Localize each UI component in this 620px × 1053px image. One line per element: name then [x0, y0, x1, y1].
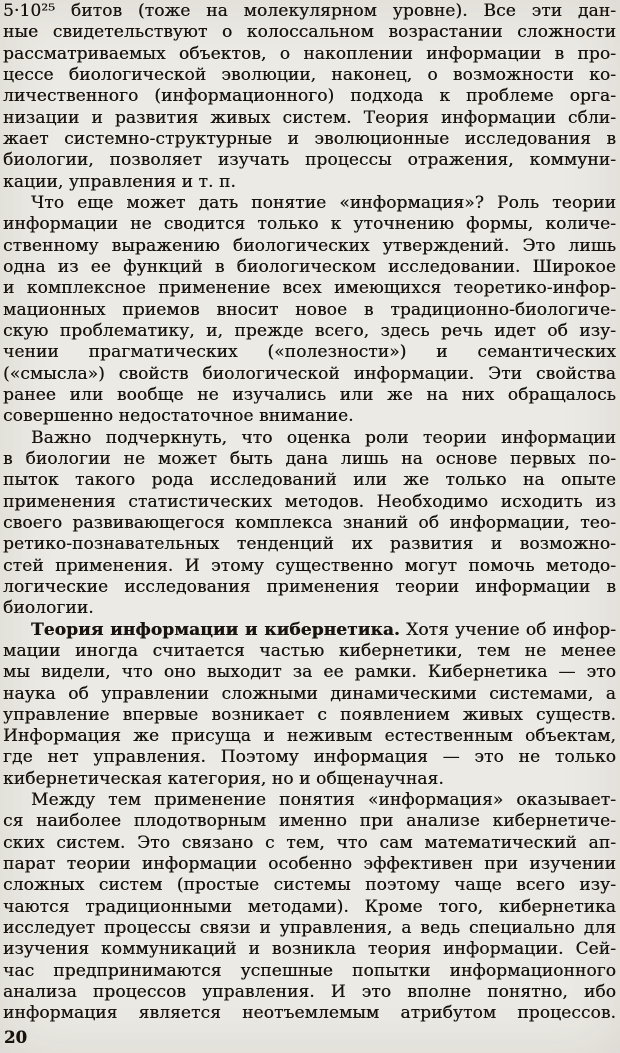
text-line: своего развивающегося комплекса знаний об информации, тео-: [3, 512, 616, 533]
text-line: управление впервые возникает с появлением живых существ.: [3, 704, 616, 725]
text-line: сложных систем (простые системы поэтому чаще всего изу-: [3, 875, 616, 896]
text-line: стей применения. И этому существенно могут помочь методо-: [3, 555, 616, 576]
text-line: биологии, позволяет изучать процессы отражения, коммуни-: [3, 150, 616, 171]
text-line: ные свидетельствуют о колоссальном возрастании сложности: [3, 22, 616, 43]
text-line: в биологии не может быть дана лишь на основе первых по-: [3, 448, 616, 469]
text-line: час предпринимаются успешные попытки информационного: [3, 960, 616, 981]
text-line: Важно подчеркнуть, что оценка роли теории информации: [31, 427, 616, 448]
text-line: пыток такого рода исследований или же только на опыте: [3, 470, 616, 491]
text-line: исследует процессы связи и управления, а ведь специально для: [3, 918, 616, 939]
text-line: ственному выражению биологических утверждений. Это лишь: [3, 235, 616, 256]
text-line: применения статистических методов. Необходимо исходить из: [3, 491, 616, 512]
text-line: чаются традиционными методами). Кроме того, кибернетика: [3, 896, 616, 917]
text-line: («смысла») свойств биологической информации. Эти свойства: [3, 363, 616, 384]
text-line: жает системно-структурные и эволюционные исследования в: [3, 128, 616, 149]
text-line: одна из ее функций в биологическом исследовании. Широкое: [3, 256, 616, 277]
text-line: мационных приемов вносит новое в традиционно-биологиче-: [3, 299, 616, 320]
text-line: мы видели, что оно выходит за ее рамки. Кибернетика — это: [3, 662, 616, 683]
text-line: кации, управления и т. п.: [3, 171, 236, 192]
text-line: мации иногда считается частью кибернетики, тем не менее: [3, 640, 616, 661]
text-line: низации и развития живых систем. Теория информации сбли-: [3, 107, 616, 128]
text-line: 5·10²⁵ битов (тоже на молекулярном уровне). Все эти дан-: [3, 1, 616, 21]
text-line: парат теории информации особенно эффективен при изучении: [3, 854, 616, 875]
text-line: цессе биологической эволюции, наконец, о возможности ко-: [3, 64, 616, 85]
text-line: личественного (информационного) подхода к проблеме орга-: [3, 86, 616, 107]
text-line: ранее или вообще не изучались или же на них обращалось: [3, 384, 616, 405]
text-line: Между тем применение понятия «информация» оказывает-: [31, 790, 616, 811]
text-line: информации не сводится только к уточнению формы, количе-: [3, 214, 616, 235]
text-line: где нет управления. Поэтому информация — это не только: [3, 747, 616, 768]
text-line: наука об управлении сложными динамическими системами, а: [3, 683, 616, 704]
text-line: изучения коммуникаций и возникла теория информации. Сей-: [3, 939, 616, 960]
text-block: [3, 1, 616, 1025]
text-line: логические исследования применения теории информации в: [3, 576, 616, 597]
text-line: совершенно недостаточное внимание.: [3, 406, 354, 427]
text-line: Что еще может дать понятие «информация»? Роль теории: [31, 192, 616, 213]
page-number: 20: [4, 1028, 27, 1047]
text-line: кибернетическая категория, но и общенаучная.: [3, 768, 444, 789]
text-line: чении прагматических («полезности») и семантических: [3, 342, 616, 363]
text-line: и комплексное применение всех имеющихся теоретико-инфор-: [3, 278, 616, 299]
text-line: рассматриваемых объектов, о накоплении информации в про-: [3, 43, 616, 64]
text-line: скую проблематику, и, прежде всего, здесь речь идет об изу-: [3, 320, 616, 341]
text-line: Теория информации и кибернетика. Хотя учение об инфор-: [31, 619, 616, 640]
text-line: анализа процессов управления. И это вполне понятно, ибо: [3, 982, 616, 1003]
section-heading: Теория информации и кибернетика.: [31, 619, 400, 640]
text-line: ских систем. Это связано с тем, что сам математический ап-: [3, 832, 616, 853]
text-line: Информация же присуща и неживым естественным объектам,: [3, 726, 616, 747]
text-line: информация является неотъемлемым атрибутом процессов.: [3, 1003, 616, 1024]
text-line: биологии.: [3, 598, 94, 619]
text-line: ся наиболее плодотворным именно при анализе кибернетиче-: [3, 811, 616, 832]
text-line: ретико-познавательных тенденций их развития и возможно-: [3, 534, 616, 555]
